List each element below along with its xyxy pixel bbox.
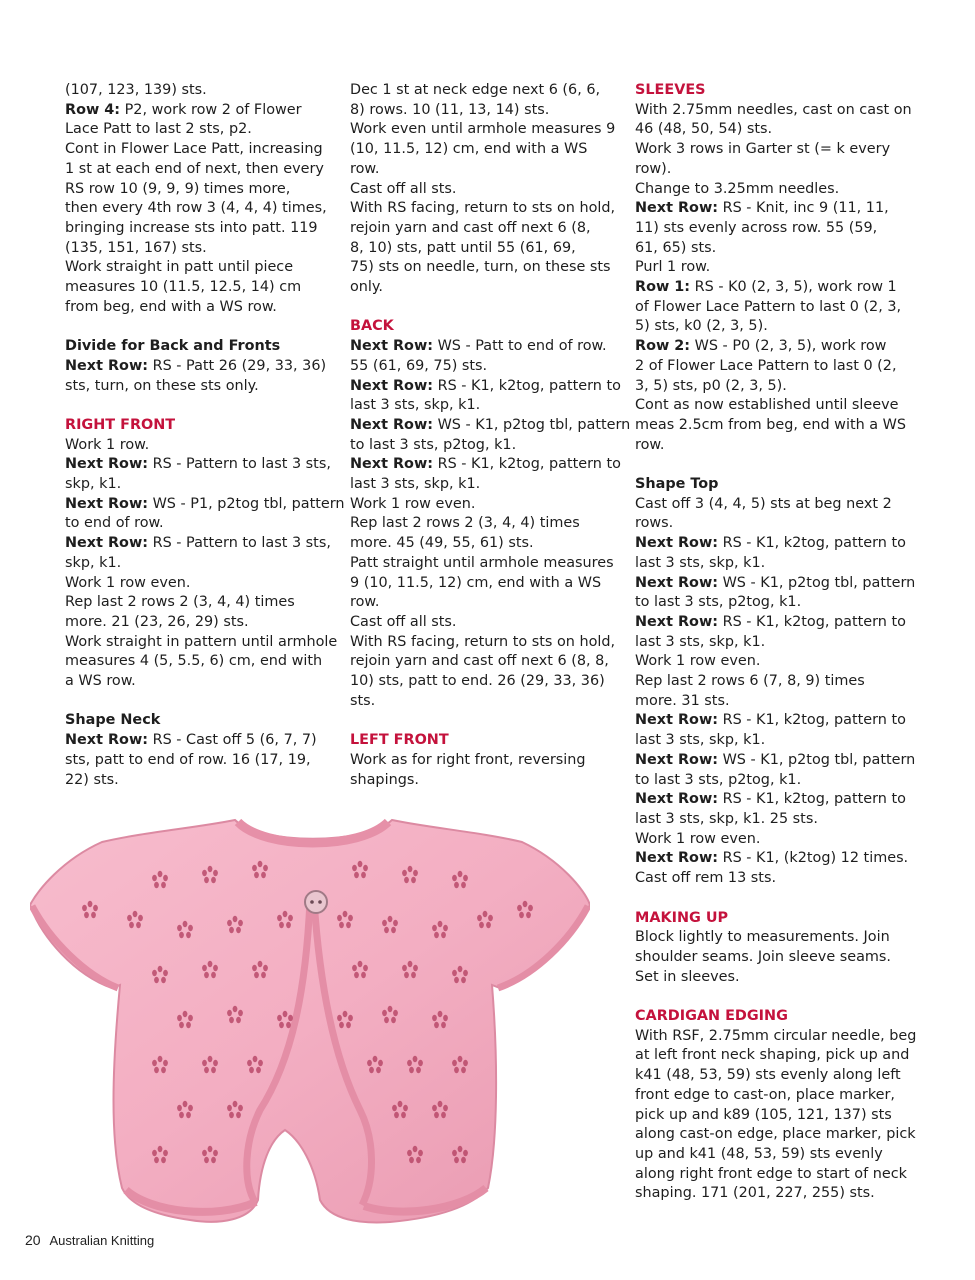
text-line: rows. — [635, 515, 674, 532]
text-line: shapings. — [350, 771, 419, 788]
para-divide — [65, 357, 335, 396]
text-line: shaping. 171 (201, 227, 255) sts. — [635, 1185, 875, 1202]
text-line: Work 1 row even. — [635, 653, 761, 670]
text-line: pick up and k89 (105, 121, 137) sts — [635, 1106, 892, 1123]
text-line: row. — [635, 436, 665, 453]
column-middle — [350, 81, 631, 810]
text-line: Rep last 2 rows 6 (7, 8, 9) times — [635, 673, 865, 690]
text-line: With RS facing, return to sts on hold, — [350, 633, 616, 650]
heading-right-front: RIGHT FRONT — [65, 416, 176, 433]
text-line: of Flower Lace Pattern to last 0 (2, 3, — [635, 298, 902, 315]
text-line: Cast off 3 (4, 4, 5) sts at beg next 2 — [635, 495, 892, 512]
text-line: Rep last 2 rows 2 (3, 4, 4) times — [350, 515, 580, 532]
button-hole-icon — [318, 900, 322, 904]
para-making-up — [635, 928, 907, 987]
text-line: (135, 151, 167) sts. — [65, 239, 207, 256]
text-run: WS - Patt to end of row. — [433, 338, 607, 355]
text-line: bringing increase sts into patt. 119 — [65, 219, 318, 236]
publication-name: Australian Knitting — [49, 1233, 155, 1248]
text-line: Work 3 rows in Garter st (= k every — [635, 141, 891, 158]
text-line: With 2.75mm needles, cast on cast on — [635, 101, 912, 118]
text-line: Work 1 row even. — [65, 574, 191, 591]
column-left — [65, 81, 345, 810]
cardigan-body — [30, 820, 590, 1222]
text-line: measures 4 (5, 5.5, 6) cm, end with — [65, 653, 323, 670]
text-line: Patt straight until armhole measures — [350, 554, 614, 571]
text-line — [635, 199, 907, 219]
text-line: only. — [350, 279, 383, 296]
text-line: Set in sleeves. — [635, 968, 740, 985]
subheading-divide: Divide for Back and Fronts — [65, 338, 281, 355]
text-line: then every 4th row 3 (4, 4, 4) times, — [65, 200, 327, 217]
para-intro — [65, 81, 335, 317]
text-line: 75) sts on needle, turn, on these sts — [350, 259, 611, 276]
row-label: Row 1: — [635, 279, 691, 296]
text-line: Cont in Flower Lace Patt, increasing — [65, 141, 323, 158]
text-line: skp, k1. — [65, 554, 122, 571]
text-line: rejoin yarn and cast off next 6 (8, — [350, 219, 591, 236]
heading-left-front: LEFT FRONT — [350, 732, 449, 749]
text-line: sts, patt to end of row. 16 (17, 19, — [65, 751, 311, 768]
text-line: measures 10 (11.5, 12.5, 14) cm — [65, 279, 302, 296]
row-label: Row 4: — [65, 101, 121, 118]
text-line: to end of row. — [65, 515, 164, 532]
text-line: last 3 sts, skp, k1. — [350, 397, 481, 414]
text-line: meas 2.5cm from beg, end with a WS — [635, 416, 907, 433]
text-line: Lace Patt to last 2 sts, p2. — [65, 121, 252, 138]
text-run: RS - Pattern to last 3 sts, — [148, 456, 331, 473]
text-run: RS - Cast off 5 (6, 7, 7) — [148, 732, 317, 749]
text-line: last 3 sts, skp, k1. 25 sts. — [635, 811, 818, 827]
text-line — [635, 849, 907, 869]
heading-back: BACK — [350, 318, 394, 335]
text-line: last 3 sts, skp, k1. — [635, 554, 766, 571]
para-left-front — [350, 751, 622, 790]
text-line: along cast-on edge, place marker, pick — [635, 1126, 916, 1143]
row-label: Next Row: — [635, 850, 718, 867]
text-line — [635, 711, 907, 731]
text-run: WS - K1, p2tog tbl, pattern — [718, 751, 916, 768]
subheading-shape-top: Shape Top — [635, 476, 719, 493]
text-line: 22) sts. — [65, 771, 119, 788]
heading-making-up: MAKING UP — [635, 909, 729, 926]
row-label: Next Row: — [635, 712, 718, 729]
row-label: Row 2: — [635, 338, 691, 355]
row-label: Next Row: — [65, 495, 148, 512]
text-line — [635, 337, 907, 357]
text-line: last 3 sts, skp, k1. — [635, 633, 766, 650]
text-line: up and k41 (48, 53, 59) sts evenly — [635, 1145, 883, 1162]
heading-cardigan-edging: CARDIGAN EDGING — [635, 1008, 788, 1024]
text-run: RS - K1, k2tog, pattern to — [718, 535, 906, 552]
text-line: Cast off rem 13 sts. — [635, 870, 777, 887]
pink-lace-bolero-cardigan-image — [30, 810, 590, 1230]
row-label: Next Row: — [635, 613, 718, 630]
text-line: along right front edge to start of neck — [635, 1165, 907, 1182]
text-line: 8, 10) sts, patt until 55 (61, 69, — [350, 239, 576, 256]
text-run: WS - P1, p2tog tbl, pattern — [148, 495, 345, 512]
text-line — [635, 751, 916, 771]
text-line: at left front neck shaping, pick up and — [635, 1047, 910, 1064]
text-line: Work 1 row. — [65, 436, 150, 453]
text-line: With RS facing, return to sts on hold, — [350, 200, 616, 217]
para-cardigan-edging — [635, 1027, 917, 1204]
text-line: more. 31 sts. — [635, 692, 730, 709]
text-line — [65, 455, 335, 475]
text-line: last 3 sts, skp, k1. — [635, 732, 766, 749]
text-line — [635, 534, 907, 554]
text-line: Work even until armhole measures 9 — [350, 121, 616, 138]
row-label: Next Row: — [635, 751, 718, 768]
text-line — [65, 495, 345, 515]
text-line: Work straight in pattern until armhole — [65, 633, 338, 650]
para-shape-top — [635, 495, 916, 889]
column-right — [635, 81, 917, 1224]
text-line: 61, 65) sts. — [635, 239, 717, 256]
para-neck-cont — [350, 81, 622, 298]
text-run: RS - K1, (k2tog) 12 times. — [718, 850, 909, 867]
text-line: 5) sts, k0 (2, 3, 5). — [635, 318, 768, 335]
text-line: row. — [350, 594, 380, 611]
text-line: sts. — [350, 692, 376, 709]
row-label: Next Row: — [65, 357, 148, 374]
page-number: 20 — [25, 1232, 41, 1248]
text-line: k41 (48, 53, 59) sts evenly along left — [635, 1067, 901, 1084]
row-label: Next Row: — [65, 535, 148, 552]
text-line — [635, 613, 907, 633]
text-line: Block lightly to measurements. Join — [635, 929, 890, 946]
row-label: Next Row: — [350, 377, 433, 394]
row-label: Next Row: — [65, 456, 148, 473]
text-run: RS - K1, k2tog, pattern to — [718, 791, 906, 808]
text-run: WS - K1, p2tog tbl, pattern — [433, 416, 631, 433]
text-line: With RSF, 2.75mm circular needle, beg — [635, 1027, 917, 1044]
text-line: 10) sts, patt to end. 26 (29, 33, 36) — [350, 673, 605, 690]
text-line — [350, 455, 622, 475]
text-line: 9 (10, 11.5, 12) cm, end with a WS — [350, 574, 602, 591]
text-line: more. 21 (23, 26, 29) sts. — [65, 613, 249, 630]
text-run: P2, work row 2 of Flower — [120, 101, 302, 118]
row-label: Next Row: — [635, 535, 718, 552]
text-line: (10, 11.5, 12) cm, end with a WS — [350, 141, 588, 158]
text-line — [350, 337, 622, 357]
text-line — [65, 357, 335, 377]
text-line: Work 1 row even. — [635, 830, 761, 847]
text-line: row). — [635, 160, 672, 177]
button-icon — [305, 891, 327, 913]
text-line: Change to 3.25mm needles. — [635, 180, 840, 197]
row-label: Next Row: — [65, 732, 148, 749]
text-line: 55 (61, 69, 75) sts. — [350, 357, 488, 374]
text-line: (107, 123, 139) sts. — [65, 82, 207, 98]
text-line: sts, turn, on these sts only. — [65, 377, 259, 394]
text-run: WS - P0 (2, 3, 5), work row — [690, 338, 887, 355]
text-line: RS row 10 (9, 9, 9) times more, — [65, 180, 291, 197]
text-line: Rep last 2 rows 2 (3, 4, 4) times — [65, 594, 295, 611]
text-line: Cast off all sts. — [350, 180, 457, 197]
text-run: RS - K1, k2tog, pattern to — [433, 377, 621, 394]
page-footer — [25, 1232, 154, 1248]
text-line: skp, k1. — [65, 476, 122, 493]
text-run: RS - K1, k2tog, pattern to — [718, 613, 906, 630]
row-label: Next Row: — [635, 200, 718, 217]
text-run: RS - K1, k2tog, pattern to — [718, 712, 906, 729]
text-line — [65, 101, 335, 121]
text-line: Cont as now established until sleeve — [635, 397, 899, 414]
text-line: to last 3 sts, p2tog, k1. — [635, 771, 802, 788]
text-line: rejoin yarn and cast off next 6 (8, 8, — [350, 653, 609, 670]
text-run: RS - Knit, inc 9 (11, 11, — [718, 200, 889, 217]
text-line — [65, 731, 335, 751]
text-line: Dec 1 st at neck edge next 6 (6, 6, — [350, 82, 601, 98]
text-line: last 3 sts, skp, k1. — [350, 476, 481, 493]
text-line: from beg, end with a WS row. — [65, 298, 277, 315]
button-hole-icon — [310, 900, 314, 904]
row-label: Next Row: — [350, 456, 433, 473]
text-line: 1 st at each end of next, then every — [65, 160, 324, 177]
text-run: WS - K1, p2tog tbl, pattern — [718, 574, 916, 591]
text-line — [635, 278, 907, 298]
text-line: 3, 5) sts, p0 (2, 3, 5). — [635, 377, 787, 394]
text-line: 2 of Flower Lace Pattern to last 0 (2, — [635, 357, 897, 374]
para-sleeves — [635, 101, 912, 456]
text-line — [65, 534, 335, 554]
text-line — [635, 574, 916, 594]
text-line: front edge to cast-on, place marker, — [635, 1086, 895, 1103]
text-run: RS - K1, k2tog, pattern to — [433, 456, 621, 473]
text-line: shoulder seams. Join sleeve seams. — [635, 948, 892, 965]
text-line — [350, 377, 622, 397]
text-run: RS - Pattern to last 3 sts, — [148, 535, 331, 552]
text-line: Work as for right front, reversing — [350, 751, 586, 768]
text-line: Cast off all sts. — [350, 613, 457, 630]
text-line: Work 1 row even. — [350, 495, 476, 512]
para-shape-neck — [65, 731, 335, 790]
text-line — [350, 416, 631, 436]
subheading-shape-neck: Shape Neck — [65, 712, 161, 729]
text-line: Work straight in patt until piece — [65, 259, 294, 276]
text-line: a WS row. — [65, 673, 136, 690]
text-line: more. 45 (49, 55, 61) sts. — [350, 535, 534, 552]
text-run: RS - Patt 26 (29, 33, 36) — [148, 357, 327, 374]
row-label: Next Row: — [350, 416, 433, 433]
text-line: to last 3 sts, p2tog, k1. — [350, 436, 517, 453]
text-line: row. — [350, 160, 380, 177]
para-back — [350, 337, 631, 711]
text-line: 11) sts evenly across row. 55 (59, — [635, 219, 878, 236]
text-line: Purl 1 row. — [635, 259, 711, 276]
text-line — [635, 790, 907, 810]
para-right-front — [65, 436, 345, 692]
row-label: Next Row: — [350, 338, 433, 355]
text-line: to last 3 sts, p2tog, k1. — [635, 594, 802, 611]
text-line: 8) rows. 10 (11, 13, 14) sts. — [350, 101, 550, 118]
text-line: 46 (48, 50, 54) sts. — [635, 121, 773, 138]
row-label: Next Row: — [635, 574, 718, 591]
row-label: Next Row: — [635, 791, 718, 808]
heading-sleeves: SLEEVES — [635, 82, 706, 98]
text-run: RS - K0 (2, 3, 5), work row 1 — [690, 279, 897, 296]
